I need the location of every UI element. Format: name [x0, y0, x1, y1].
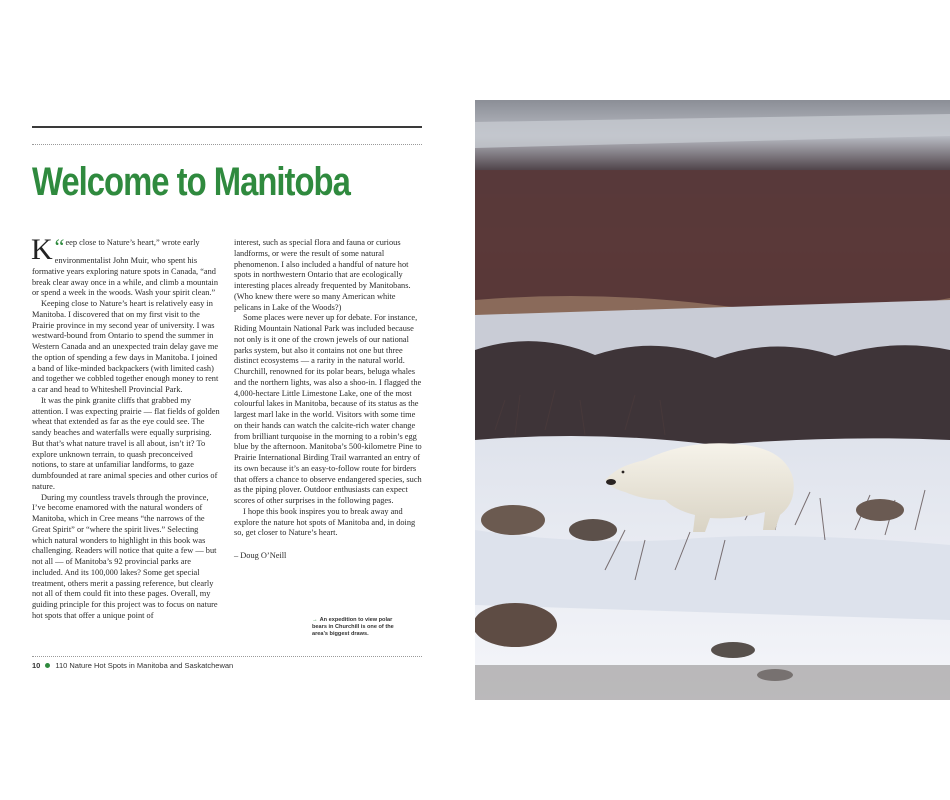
paragraph: Keeping close to Nature’s heart is relatively easy in Manitoba. I discovered that on my first visit to the Prairie province in my second year of university. I was westward-bound from Ontario to spend the summer in Western Canada and an unexpected train delay gave me the option of spending a few days in Manitoba. I joined a band of like-minded backpackers (with limited cash) and together we cobbled together enough money to rent a car and head to Whiteshell Provincial Park.: [32, 299, 219, 394]
arrow-right-icon: →: [312, 617, 318, 623]
paragraph: Some places were never up for debate. For instance, Riding Mountain National Park was included because not only is it one of the crown jewels of our national parks system, but also it contains not one but three distinct ecosystems — a rarity in the natural world. Churchill, renowned for its polar bears, beluga whales and the northern lights, was also a shoo-in. I flagged the 4,000-hectare Little Limestone Lake, one of the most colourful lakes in Manitoba, because of its status as the largest marl lake in the world. Visitors with some time on their hands can watch the calcite-rich water change from brilliant turquoise in the morning to a robin’s egg blue by the afternoon. Manitoba’s 500-kilometre Pine to Prairie International Birding Trail warranted an entry of its own because it’s an easy-to-follow route for birders that offers a chance to observe endangered species, such as the piping plover. Outdoor enthusiasts can expect scores of other surprises in the following pages.: [234, 313, 422, 505]
page-title: Welcome to Manitoba: [32, 160, 350, 204]
paragraph: During my countless travels through the province, I’ve become enamored with the natural wonders of Manitoba, which in Cree means “the narrows of the Great Spirit” or “where the spirit lives.” Selecting which natural wonders to highlight in this book was challenging. Readers will notice that quite a few — but not all — of Manitoba’s 92 provincial parks are included. And its 100,000 lakes? Some get special treatment, others merit a passing reference, but clearly not all of them could fit into these pages. Overall, my guiding principle for this project was to focus on nature hot spots that offer a unique point of: [32, 492, 218, 620]
photo-caption: [312, 617, 408, 638]
running-book-title: 110 Nature Hot Spots in Manitoba and Saskatchewan: [55, 661, 234, 670]
bullet-dot-icon: [45, 663, 50, 668]
top-rule: [32, 126, 422, 128]
polar-bear-photo-art: [475, 100, 950, 700]
opening-paragraph: [31, 233, 220, 299]
page-number: 10: [32, 661, 41, 670]
top-dotted-rule: [32, 144, 422, 146]
opening-quote-mark: “: [54, 234, 65, 259]
caption-text: An expedition to view polar bears in Churchill is one of the area’s biggest draws.: [312, 617, 394, 637]
opening-paragraph-text: eep close to Nature’s heart,” wrote early environmentalist John Muir, who spent his formative years exploring nature spots in Canada, “and break clear away once in a while, and climb a mountain or spend a week in the woods. Wash your spirit clean.”: [32, 238, 219, 298]
drop-cap: K: [31, 233, 53, 266]
bottom-dotted-rule: [32, 656, 422, 658]
paragraph: interest, such as special flora and fauna or curious landforms, or were the result of some natural phenomenon. I also included a handful of nature hot spots in northwestern Ontario that are ecologically interesting places already frequented by Manitobans. (Who knew there were so many American white pelicans in Lake of the Woods?): [234, 238, 411, 312]
text-column-1: [31, 233, 220, 622]
paragraph: I hope this book inspires you to break away and explore the nature hot spots of Manitoba and, in doing so, get closer to Nature’s heart.: [234, 506, 416, 538]
author-signature: – Doug O’Neill: [234, 551, 287, 560]
text-column-2: [234, 238, 422, 562]
polar-bear-photo: [475, 100, 950, 700]
folio: [32, 661, 233, 670]
paragraph: It was the pink granite cliffs that grabbed my attention. I was expecting prairie — flat fields of golden wheat that extended as far as the eye could see. The sandy beaches and waterfalls were equally surprising. But that’s what nature travel is all about, isn’t it? To explore unknown terrain, to quash preconceived notions, to stare at unfamiliar landforms, to gaze dumbfounded at rare animal species and other curios of nature.: [32, 395, 220, 491]
